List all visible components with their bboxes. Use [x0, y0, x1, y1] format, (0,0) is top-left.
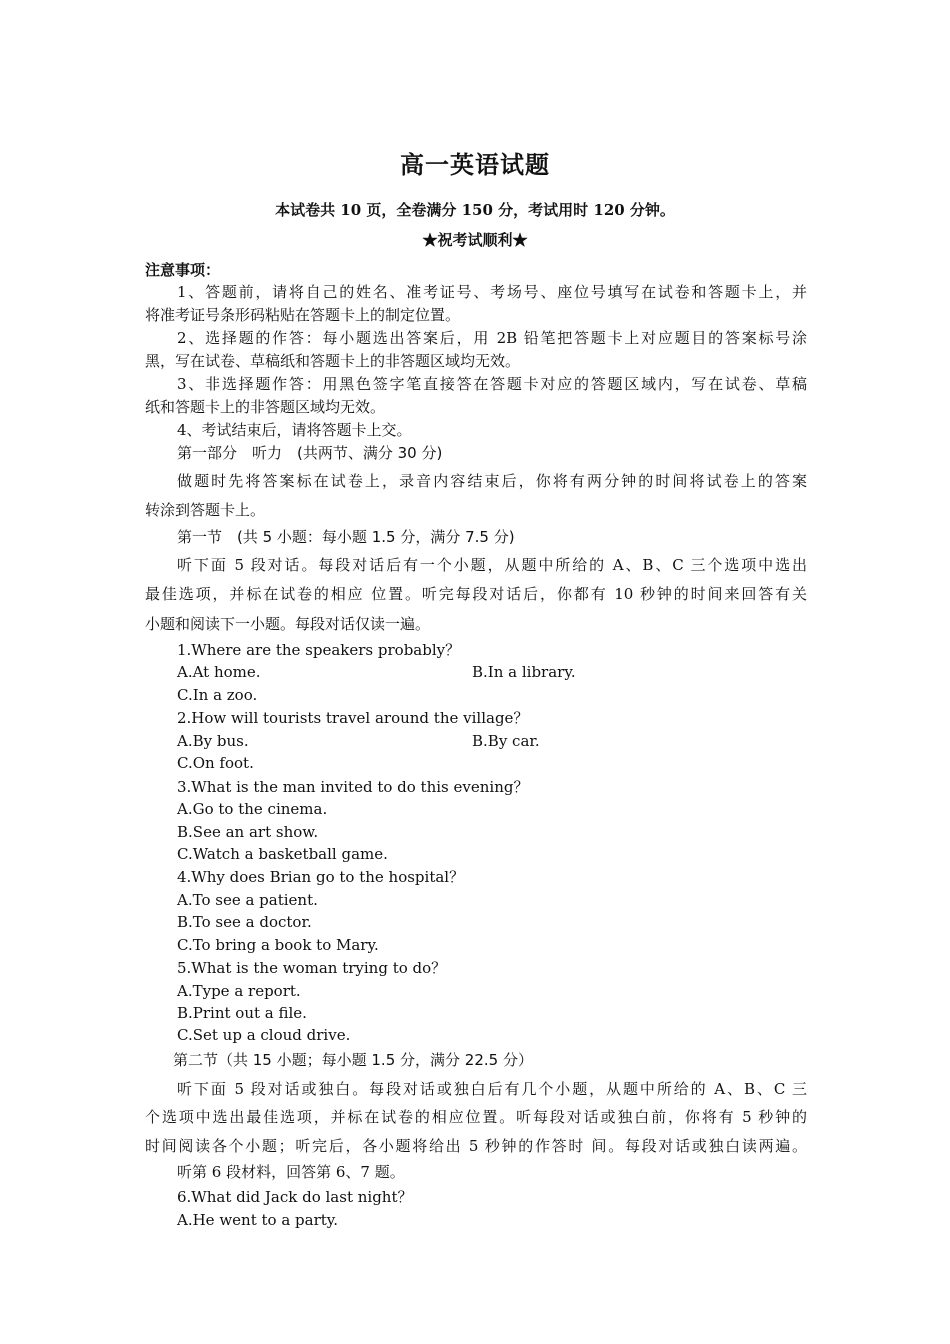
q4-option-a: A.To see a patient. — [177, 891, 318, 909]
section2-material-6: 听第 6 段材料，回答第 6、7 题。 — [177, 1163, 405, 1181]
notice-item-1-line-2: 将准考证号条形码粘贴在答题卡上的制定位置。 — [145, 306, 461, 324]
notice-item-4: 4、考试结束后，请将答题卡上交。 — [177, 421, 412, 439]
notice-item-2-line-1: 2、选择题的作答：每小题选出答案后，用 2B 铅笔把答题卡上对应题目的答案标号涂 — [177, 329, 807, 347]
notice-item-3-line-2: 纸和答题卡上的非答题区域均无效。 — [145, 398, 386, 416]
q1-option-c: C.In a zoo. — [177, 686, 258, 704]
q1-option-a: A.At home. — [177, 663, 261, 681]
section2-intro-line-2: 个选项中选出最佳选项，并标在试卷的相应位置。听每段对话或独白前，你将有 5 秒钟的 — [145, 1108, 807, 1126]
q4-option-b: B.To see a doctor. — [177, 913, 312, 931]
q2-stem: 2.How will tourists travel around the village？ — [177, 709, 529, 727]
section1-intro-line-3: 小题和阅读下一小题。每段对话仅读一遍。 — [145, 615, 431, 633]
q3-option-c: C.Watch a basketball game. — [177, 845, 388, 863]
q3-option-a: A.Go to the cinema. — [177, 800, 328, 818]
notice-item-1-line-1: 1、答题前，请将自己的姓名、准考证号、考场号、座位号填写在试卷和答题卡上，并 — [177, 283, 807, 301]
section2-heading: 第二节（共 15 小题；每小题 1.5 分，满分 22.5 分） — [173, 1051, 533, 1069]
q6-stem: 6.What did Jack do last night？ — [177, 1188, 413, 1206]
notice-heading: 注意事项： — [145, 261, 221, 279]
section1-intro-line-2: 最佳选项，并标在试卷的相应 位置。听完每段对话后，你都有 10 秒钟的时间来回答有关 — [145, 585, 807, 603]
section1-heading: 第一节 (共 5 小题：每小题 1.5 分，满分 7.5 分) — [177, 528, 515, 546]
part1-intro-line-1: 做题时先将答案标在试卷上，录音内容结束后，你将有两分钟的时间将试卷上的答案 — [177, 472, 807, 490]
q3-option-b: B.See an art show. — [177, 823, 319, 841]
part1-intro-line-2: 转涂到答题卡上。 — [145, 501, 266, 519]
blessing-text: ★祝考试顺利★ — [422, 231, 528, 249]
page-title: 高一英语试题 — [400, 150, 550, 179]
section2-intro-line-1: 听下面 5 段对话或独白。每段对话或独白后有几个小题，从题中所给的 A、B、C 三 — [177, 1080, 807, 1098]
q1-option-b: B.In a library. — [472, 663, 576, 681]
section1-intro-line-1: 听下面 5 段对话。每段对话后有一个小题，从题中所给的 A、B、C 三个选项中选出 — [177, 556, 807, 574]
part1-heading: 第一部分 听力 (共两节、满分 30 分) — [177, 444, 443, 462]
notice-item-3-line-1: 3、非选择题作答：用黑色签字笔直接答在答题卡对应的答题区域内，写在试卷、草稿 — [177, 375, 807, 393]
q3-stem: 3.What is the man invited to do this evening？ — [177, 778, 529, 796]
q4-option-c: C.To bring a book to Mary. — [177, 936, 379, 954]
notice-item-2-line-2: 黑，写在试卷、草稿纸和答题卡上的非答题区域均无效。 — [145, 352, 521, 370]
q6-option-a: A.He went to a party. — [177, 1211, 339, 1229]
q1-stem: 1.Where are the speakers probably？ — [177, 641, 461, 659]
section2-intro-line-3: 时间阅读各个小题；听完后，各小题将给出 5 秒钟的作答时 间。每段对话或独白读两遍。 — [145, 1137, 807, 1155]
exam-subtitle: 本试卷共 10 页，全卷满分 150 分，考试用时 120 分钟。 — [275, 201, 675, 219]
q5-option-c: C.Set up a cloud drive. — [177, 1026, 351, 1044]
q2-option-c: C.On foot. — [177, 754, 254, 772]
q5-stem: 5.What is the woman trying to do？ — [177, 959, 447, 977]
q4-stem: 4.Why does Brian go to the hospital？ — [177, 868, 465, 886]
q5-option-a: A.Type a report. — [177, 982, 301, 1000]
q2-option-b: B.By car. — [472, 732, 540, 750]
q2-option-a: A.By bus. — [177, 732, 249, 750]
q5-option-b: B.Print out a file. — [177, 1004, 307, 1022]
